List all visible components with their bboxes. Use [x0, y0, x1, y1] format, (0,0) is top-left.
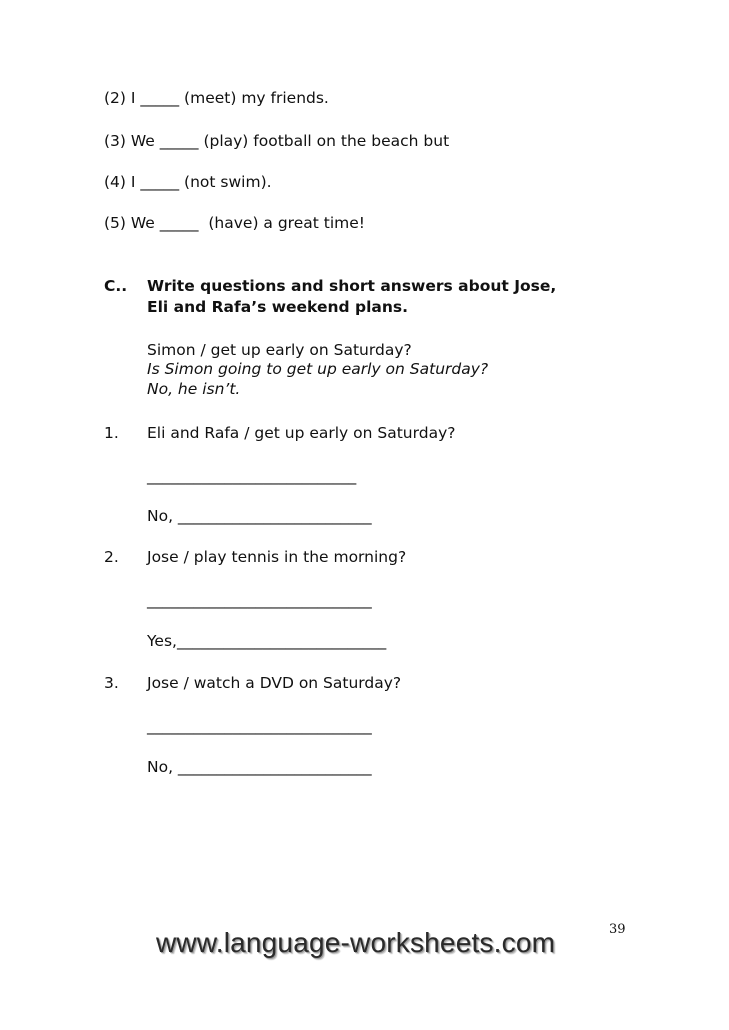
question-2-question-blank: _____________________________ — [147, 591, 372, 609]
watermark-url: www.language-worksheets.com — [156, 927, 556, 958]
exercise-c-label: C.. — [104, 277, 128, 295]
question-1-prompt: Eli and Rafa / get up early on Saturday? — [147, 424, 456, 442]
example-prompt: Simon / get up early on Saturday? — [147, 341, 412, 359]
exercise-b-item-3: (3) We _____ (play) football on the beach but — [104, 132, 450, 150]
exercise-c-instruction-line1: Write questions and short answers about Jose, — [147, 277, 557, 295]
question-3-question-blank: _____________________________ — [147, 717, 372, 735]
question-2-answer-blank: Yes,___________________________ — [147, 632, 387, 650]
exercise-b-item-2: (2) I _____ (meet) my friends. — [104, 89, 329, 107]
question-1-answer-blank: No, _________________________ — [147, 507, 372, 525]
page-number: 39 — [609, 922, 626, 937]
exercise-c-instruction-line2: Eli and Rafa’s weekend plans. — [147, 298, 408, 316]
example-answer: No, he isn’t. — [147, 380, 241, 398]
question-1-question-blank: ___________________________ — [147, 467, 357, 485]
question-3-number: 3. — [104, 674, 119, 692]
question-3-prompt: Jose / watch a DVD on Saturday? — [147, 674, 402, 692]
example-question: Is Simon going to get up early on Saturday? — [147, 360, 489, 378]
question-2-number: 2. — [104, 548, 119, 566]
question-2-prompt: Jose / play tennis in the morning? — [147, 548, 407, 566]
exercise-b-item-5: (5) We _____ (have) a great time! — [104, 214, 365, 232]
exercise-b-item-4: (4) I _____ (not swim). — [104, 173, 272, 191]
question-3-answer-blank: No, _________________________ — [147, 758, 372, 776]
question-1-number: 1. — [104, 424, 119, 442]
